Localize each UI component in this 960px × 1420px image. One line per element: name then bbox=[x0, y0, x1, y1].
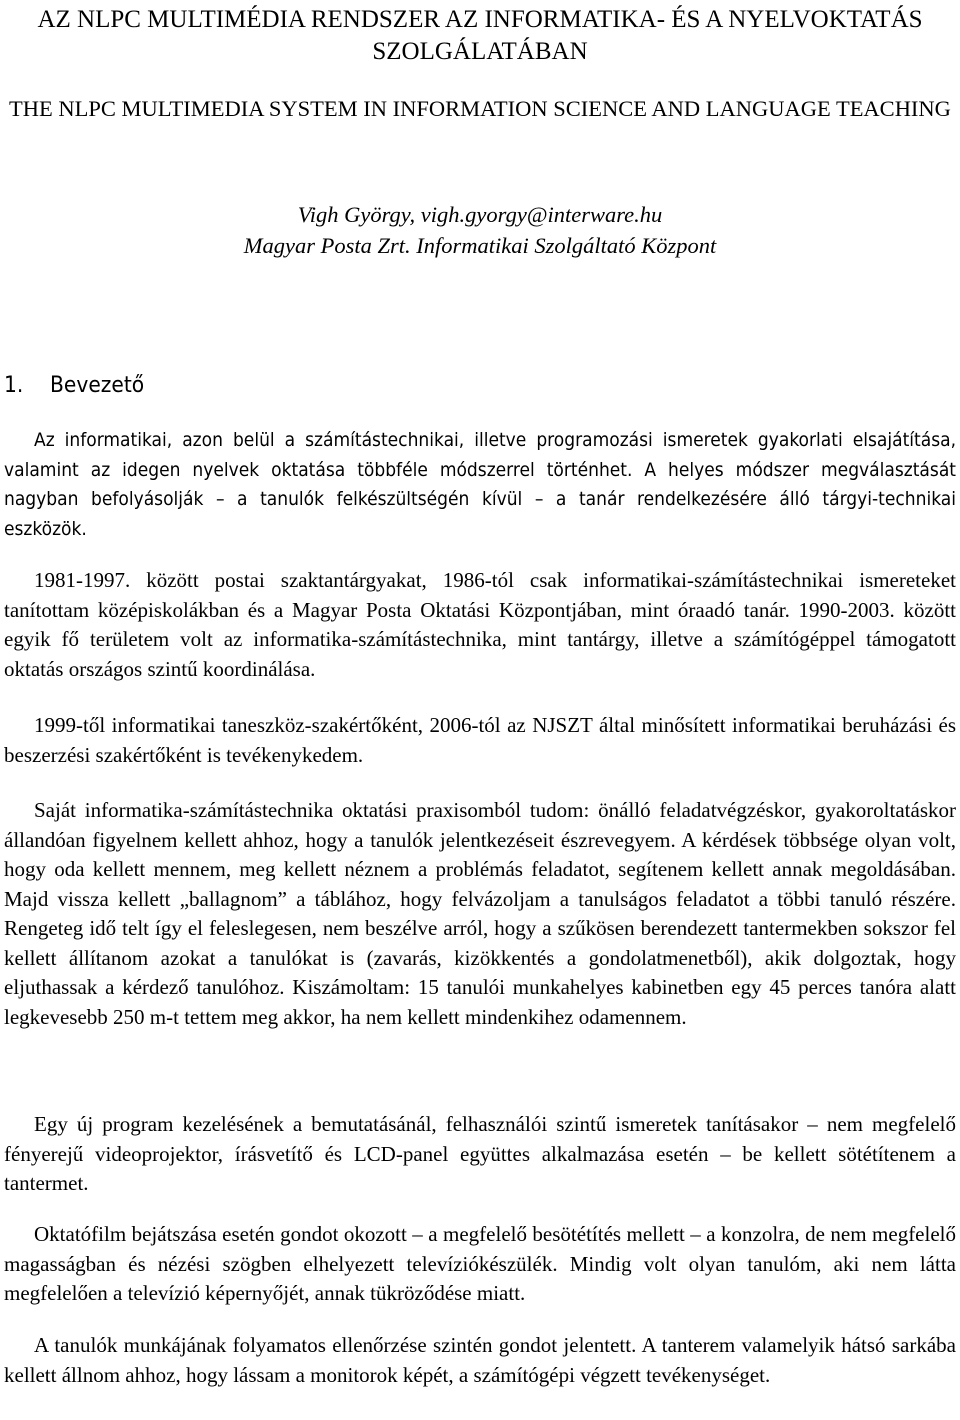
paragraph-5: Egy új program kezelésének a bemutatásánál, felhasználói szintű ismeretek tanításakor – nem megfelelő fényerejű videoprojektor, írásvetítő és LCD-panel együttes alkalmazása esetén – be kellett sötétítenem a tantermet. bbox=[4, 1112, 956, 1195]
paragraph-4: Saját informatika-számítástechnika oktatási praxisomból tudom: önálló feladatvégzéskor, gyakoroltatáskor állandóan figyelnem kellett ahhoz, hogy a tanulók jelentkezéseit észrevegyem. A kérdések többsége olyan volt, hogy oda kellett mennem, meg kellett néznem a problémás feladatot, segítenem kellett annak megoldásában. Majd vissza kellett „ballagnom” a táblához, hogy felvázoljam a tanulságos feladatot a többi tanuló részére. Rengeteg idő telt így el feleslegesen, nem beszélve arról, hogy a szűkösen berendezett tantermekben sokszor fel kellett állítanom azokat a tanulókat is (zavarás, kizökkentés a gondolatmenetből), akik dolgoztak, hogy eljuthassak a kérdező tanulóhoz. Kiszámoltam: 15 tanulói munkahelyes kabinetben egy 45 perces tanóra alatt legkevesebb 250 m-t tettem meg akkor, ha nem kellett mindenkihez odamennem. bbox=[4, 798, 956, 1029]
paragraph-6: Oktatófilm bejátszása esetén gondot okozott – a megfelelő besötétítés mellett – a konzolra, de nem megfelelő magasságban és nézési szögben elhelyezett televíziókészülék. Mindig volt olyan tanulóm, aki nem látta megfelelően a televízió képernyőjét, annak tükröződése miatt. bbox=[4, 1222, 956, 1305]
paragraph-2: 1981-1997. között postai szaktantárgyakat, 1986-tól csak informatikai-számítástechnikai ismereteket tanítottam középiskolákban és a Magyar Posta Oktatási Központjában, mint óraadó tanár. 1990-2003. között egyik fő területem volt az informatika-számítástechnika, mint tantárgy, illetve a számítógéppel támogatott oktatás országos szintű koordinálása. bbox=[4, 568, 956, 681]
section-title: Bevezető bbox=[50, 372, 145, 398]
paper-subtitle-english: THE NLPC MULTIMEDIA SYSTEM IN INFORMATION SCIENCE AND LANGUAGE TEACHING bbox=[9, 96, 951, 121]
section-number: 1. bbox=[4, 372, 24, 398]
paragraph-7: A tanulók munkájának folyamatos ellenőrzése szintén gondot jelentett. A tanterem valamelyik hátsó sarkába kellett állnom ahhoz, hogy lássam a monitorok képét, a számítógépi végzett tevékenységet. bbox=[4, 1333, 956, 1387]
author-affiliation: Magyar Posta Zrt. Informatikai Szolgáltató Központ bbox=[243, 233, 717, 258]
section-heading bbox=[4, 370, 144, 401]
paragraph-3: 1999-től informatikai taneszköz-szakértőként, 2006-tól az NJSZT által minősített informatikai beruházási és beszerzési szakértőként is tevékenykedem. bbox=[4, 713, 956, 767]
paragraph-1: Az informatikai, azon belül a számítástechnikai, illetve programozási ismeretek gyakorlati elsajátítása, valamint az idegen nyelvek oktatása többféle módszerrel történhet. A helyes módszer megválasztását nagyban befolyásolják – a tanulók felkészültségén kívül – a tanár rendelkezésére álló tárgyi-technikai eszközök. bbox=[4, 429, 956, 540]
paper-title: AZ NLPC MULTIMÉDIA RENDSZER AZ INFORMATIKA- ÉS A NYELVOKTATÁS SZOLGÁLATÁBAN bbox=[37, 6, 923, 65]
author-line: Vigh György, vigh.gyorgy@interware.hu bbox=[297, 202, 663, 227]
